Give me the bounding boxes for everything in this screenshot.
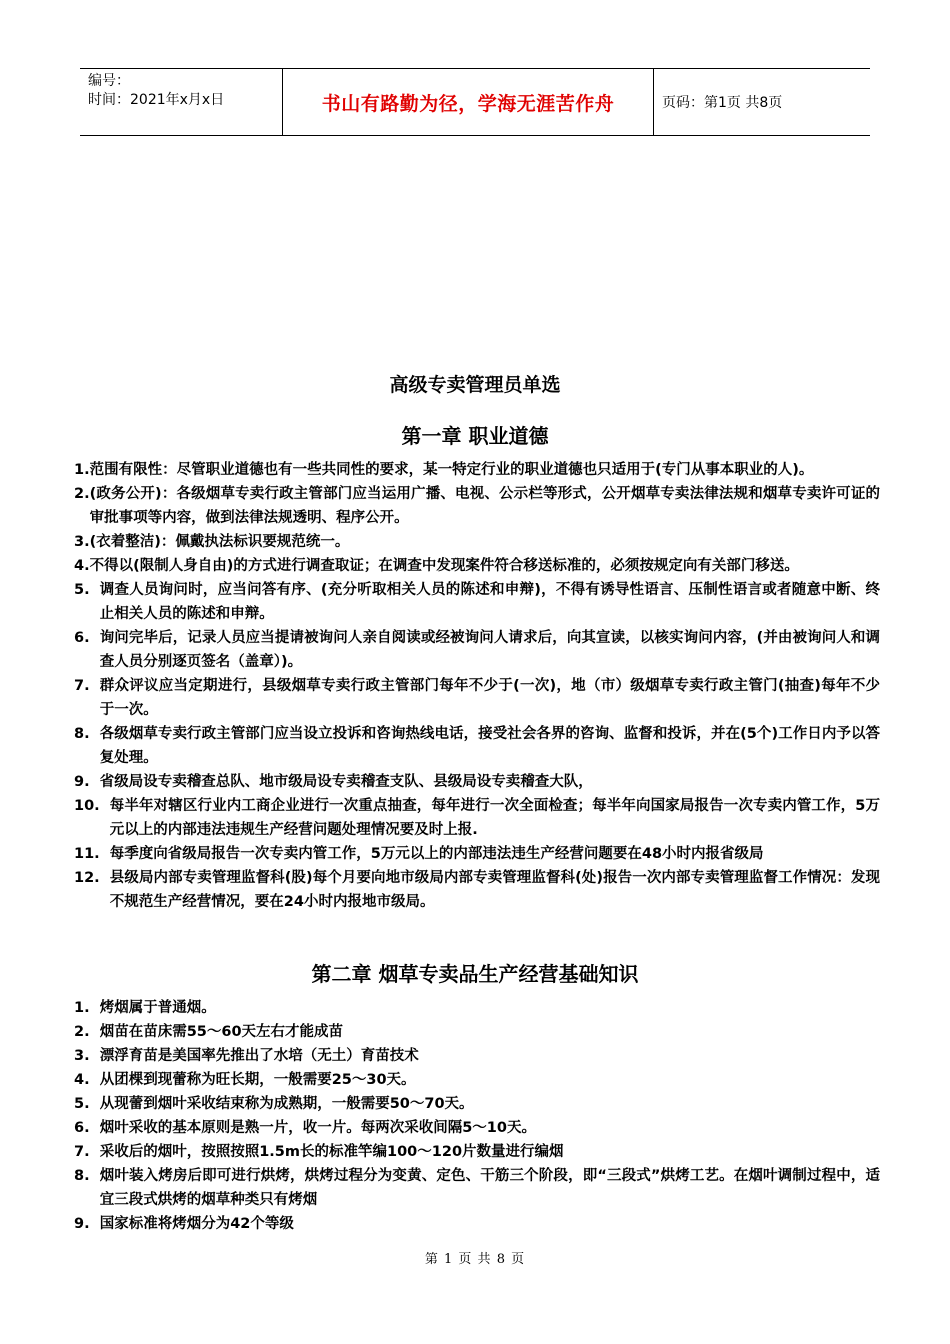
item-number: 6. [74, 1120, 100, 1136]
item-number: 7. [74, 678, 100, 694]
list-item [74, 1044, 880, 1068]
list-item [74, 1092, 880, 1116]
chapter-1-heading: 第一章 职业道德 [401, 424, 549, 448]
page-footer: 第 1 页 共 8 页 [424, 1252, 526, 1267]
list-item [74, 1140, 880, 1164]
item-number: 9. [74, 1216, 100, 1232]
item-number: 4. [74, 558, 90, 574]
item-text: 省级局设专卖稽查总队、地市级局设专卖稽查支队、县级局设专卖稽查大队， [99, 774, 593, 790]
item-number: 2. [74, 1024, 100, 1040]
item-text: (政务公开)：各级烟草专卖行政主管部门应当运用广播、电视、公示栏等形式，公开烟草专卖法律法规和烟草专卖许可证的审批事项等内容，做到法律法规透明、程序公开。 [89, 486, 880, 526]
list-item [74, 482, 880, 530]
item-number: 8. [74, 726, 100, 742]
list-item [74, 842, 880, 866]
item-text: 群众评议应当定期进行，县级烟草专卖行政主管部门每年不少于(一次)，地（市）级烟草专卖行政主管门(抽查)每年不少于一次。 [99, 678, 880, 718]
item-number: 6. [74, 630, 100, 646]
item-text: 不得以(限制人身自由)的方式进行调查取证；在调查中发现案件符合移送标准的，必须按规定向有关部门移送。 [89, 558, 799, 574]
item-text: 国家标准将烤烟分为42个等级 [99, 1216, 294, 1232]
item-number: 2. [74, 486, 90, 502]
item-number: 7. [74, 1144, 100, 1160]
item-text: 范围有限性：尽管职业道德也有一些共同性的要求，某一特定行业的职业道德也只适用于(专门从事本职业的人)。 [89, 462, 814, 478]
item-text: 询问完毕后，记录人员应当提请被询问人亲自阅读或经被询问人请求后，向其宣读，以核实询问内容，(并由被询问人和调查人员分别逐页签名（盖章）)。 [99, 630, 880, 670]
header-motto: 书山有路勤为径，学海无涯苦作舟 [282, 69, 654, 135]
item-number: 5. [74, 582, 100, 598]
item-text: 采收后的烟叶，按照按照1.5m长的标准竿编100～120片数量进行编烟 [99, 1144, 564, 1160]
list-item [74, 866, 880, 914]
list-item [74, 770, 880, 794]
item-text: 漂浮育苗是美国率先推出了水培（无土）育苗技术 [99, 1048, 419, 1064]
item-text: 调查人员询问时，应当问答有序、(充分听取相关人员的陈述和申辩)，不得有诱导性语言、压制性语言或者随意中断、终止相关人员的陈述和申辩。 [99, 582, 880, 622]
item-text: (衣着整洁)：佩戴执法标识要规范统一。 [89, 534, 350, 550]
list-item [74, 722, 880, 770]
item-text: 烟叶采收的基本原则是熟一片，收一片。每两次采收间隔5～10天。 [99, 1120, 536, 1136]
item-number: 9. [74, 774, 100, 790]
list-item [74, 626, 880, 674]
number-label: 编号： [88, 73, 130, 89]
list-item [74, 578, 880, 626]
chapter-1-list [74, 458, 880, 914]
list-item [74, 1164, 880, 1212]
list-item [74, 1212, 880, 1236]
list-item [74, 458, 880, 482]
header-page-info: 页码：第1页 共8页 [662, 95, 783, 111]
list-item [74, 1020, 880, 1044]
item-number: 3. [74, 534, 90, 550]
document-title: 高级专卖管理员单选 [389, 374, 561, 396]
item-number: 5. [74, 1096, 100, 1112]
chapter-2-list [74, 996, 880, 1236]
item-number: 8. [74, 1168, 100, 1184]
item-number: 3. [74, 1048, 100, 1064]
list-item [74, 530, 880, 554]
item-text: 烟叶装入烤房后即可进行烘烤，烘烤过程分为变黄、定色、干筋三个阶段，即“三段式”烘烤工艺。在烟叶调制过程中，适宜三段式烘烤的烟草种类只有烤烟 [99, 1168, 880, 1208]
item-text: 从团棵到现蕾称为旺长期，一般需要25～30天。 [99, 1072, 416, 1088]
chapter-2-heading: 第二章 烟草专卖品生产经营基础知识 [311, 962, 639, 986]
item-number: 1. [74, 1000, 100, 1016]
item-text: 从现蕾到烟叶采收结束称为成熟期，一般需要50～70天。 [99, 1096, 474, 1112]
list-item [74, 554, 880, 578]
item-number: 4. [74, 1072, 100, 1088]
header-meta-cell [80, 69, 282, 135]
item-text: 烤烟属于普通烟。 [99, 1000, 216, 1016]
item-text: 各级烟草专卖行政主管部门应当设立投诉和咨询热线电话，接受社会各界的咨询、监督和投诉，并在(5个)工作日内予以答复处理。 [99, 726, 880, 766]
list-item [74, 1116, 880, 1140]
list-item [74, 1068, 880, 1092]
item-text: 烟苗在苗床需55～60天左右才能成苗 [99, 1024, 344, 1040]
header-table [80, 68, 870, 136]
list-item [74, 996, 880, 1020]
item-number: 11. [74, 846, 110, 862]
list-item [74, 794, 880, 842]
item-text: 每半年对辖区行业内工商企业进行一次重点抽查，每年进行一次全面检查；每半年向国家局报告一次专卖内管工作，5万元以上的内部违法违规生产经营问题处理情况要及时上报. [109, 798, 880, 838]
item-text: 县级局内部专卖管理监督科(股)每个月要向地市级局内部专卖管理监督科(处)报告一次内部专卖管理监督工作情况：发现不规范生产经营情况，要在24小时内报地市级局。 [109, 870, 880, 910]
date-label: 时间：2021年x月x日 [88, 92, 225, 108]
item-text: 每季度向省级局报告一次专卖内管工作，5万元以上的内部违法违生产经营问题要在48小时内报省级局 [109, 846, 764, 862]
list-item [74, 674, 880, 722]
item-number: 12. [74, 870, 110, 886]
item-number: 10. [74, 798, 110, 814]
item-number: 1. [74, 462, 90, 478]
